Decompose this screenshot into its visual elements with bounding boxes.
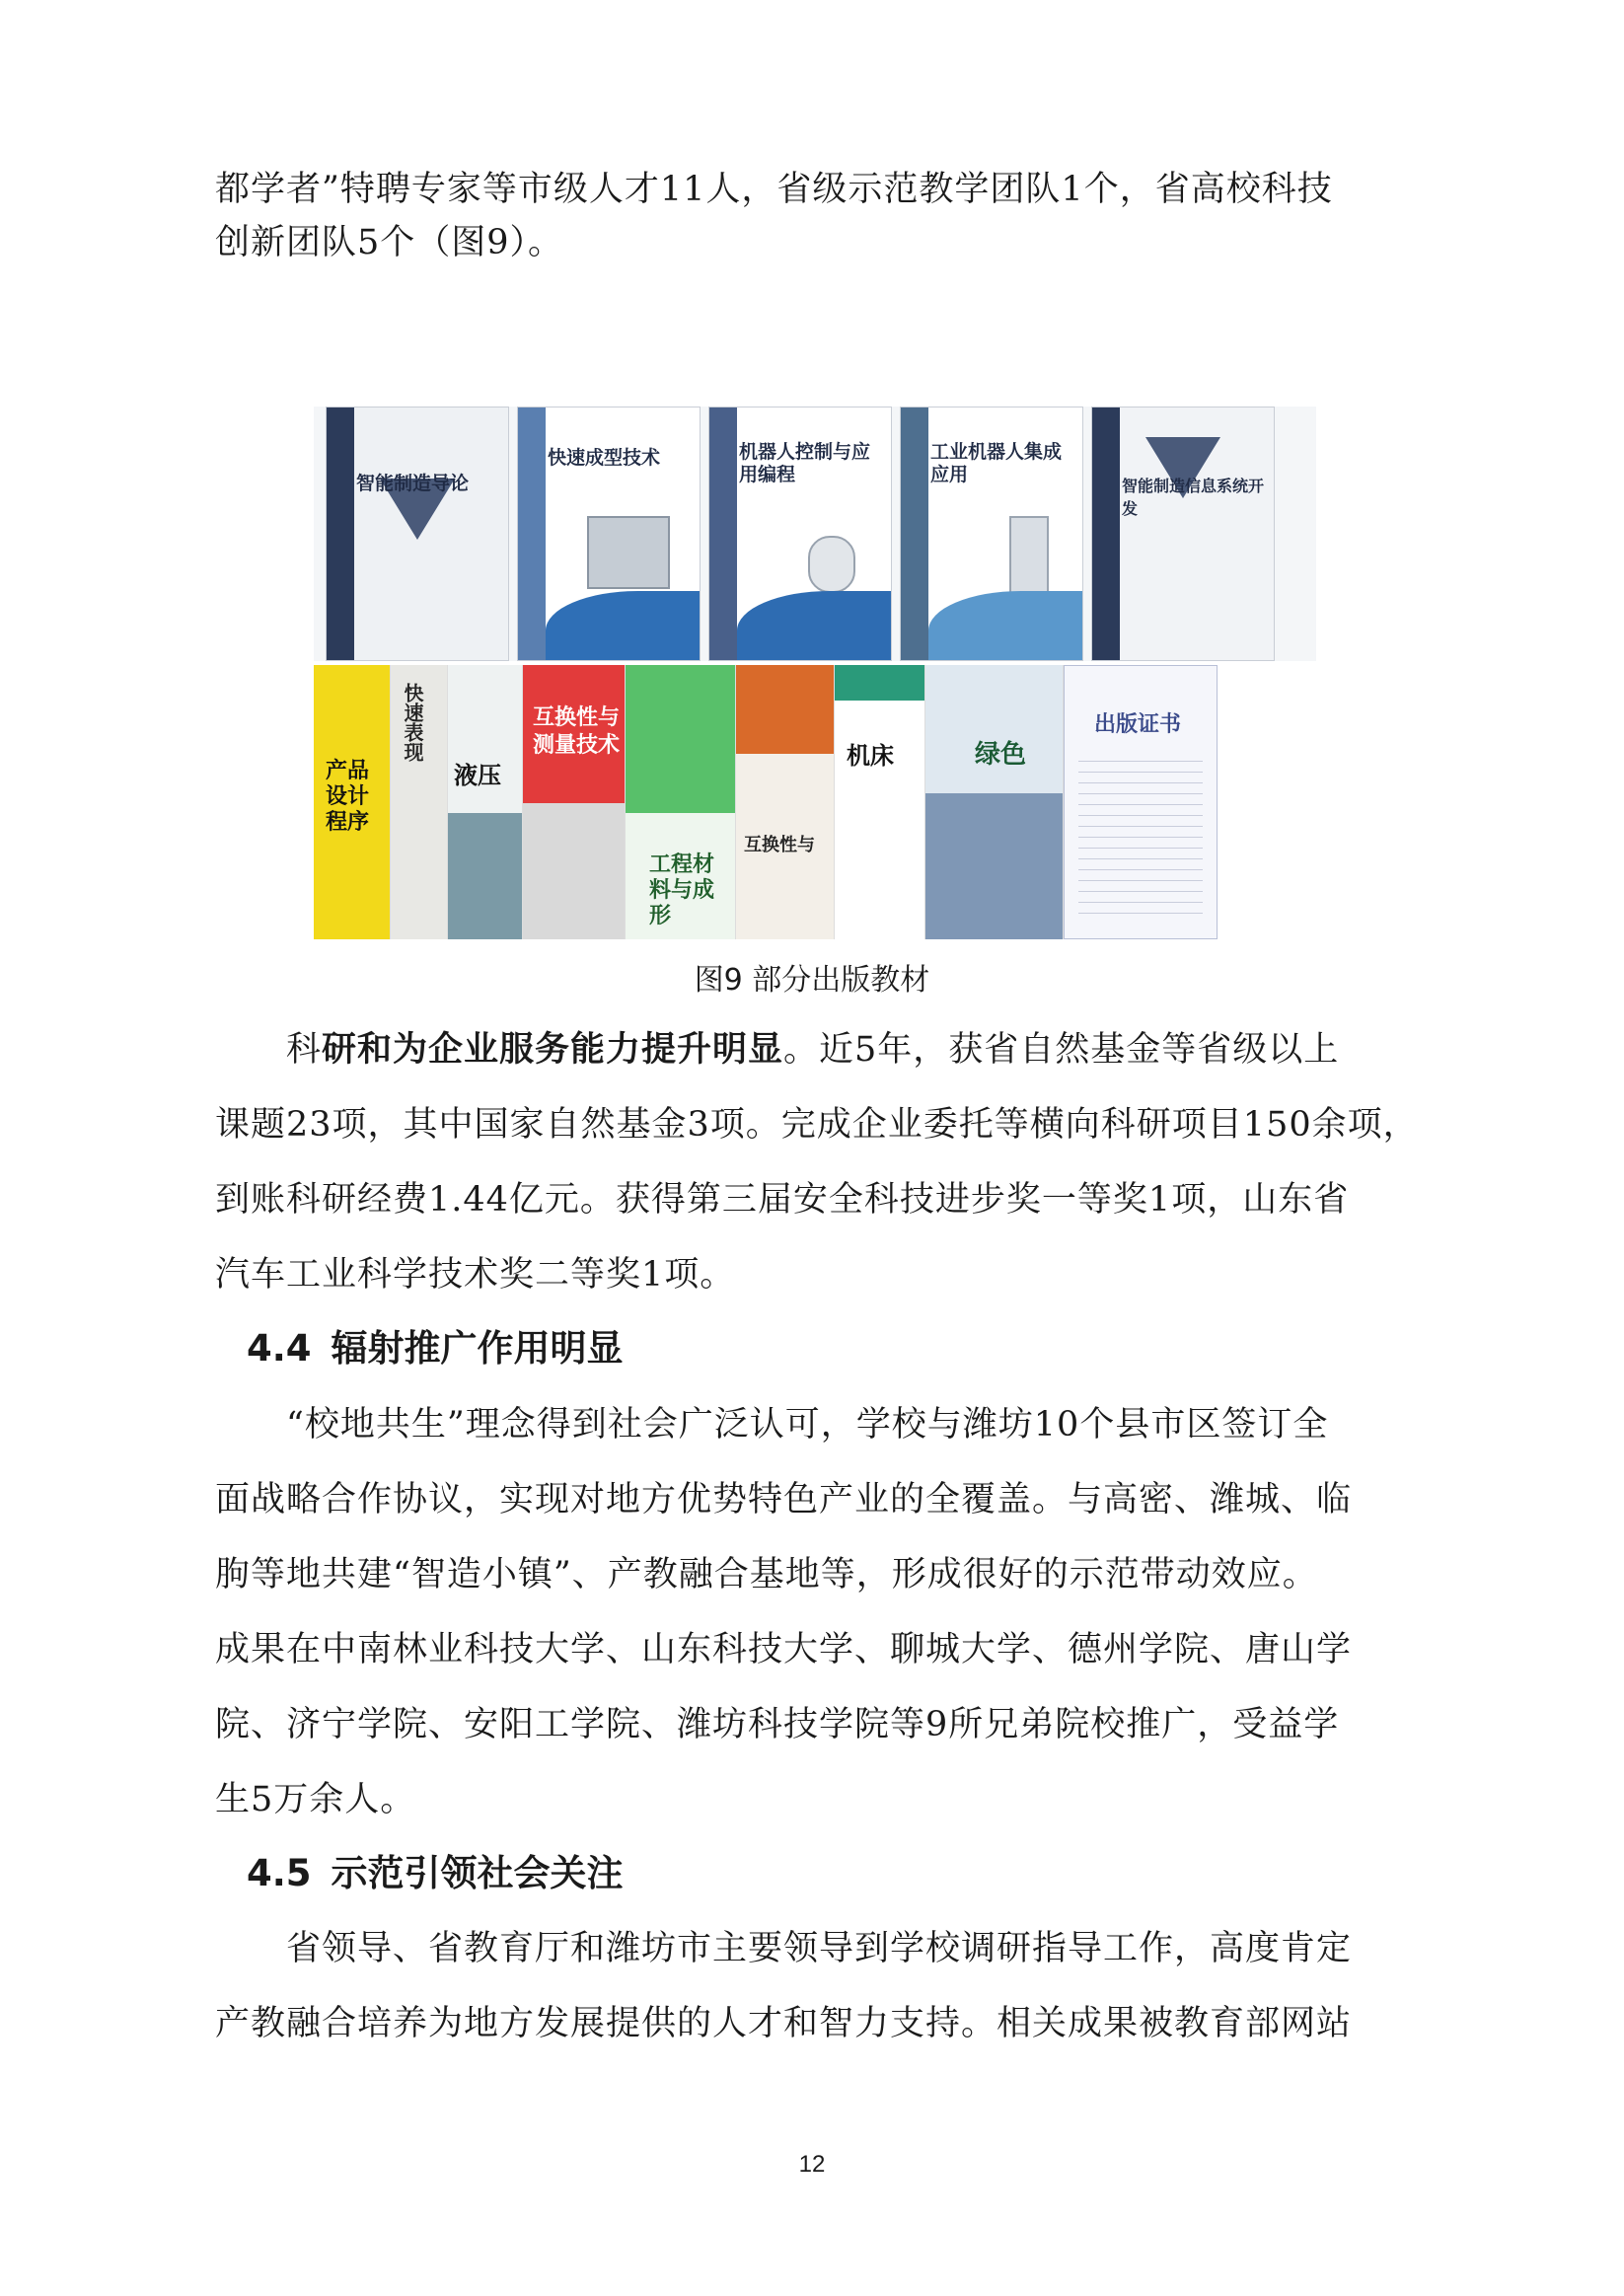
book-title: 工程材料与成形: [649, 852, 715, 928]
page-number: 12: [798, 2151, 826, 2178]
research-line-1: 科研和为企业服务能力提升明显。近5年，获省自然基金等省级以上: [286, 1029, 1340, 1070]
book-title: 机器人控制与应用编程: [739, 441, 871, 485]
book-cover: [708, 407, 892, 661]
book-cover: [448, 665, 523, 939]
section-4-4-line: “校地共生”理念得到社会广泛认可，学校与潍坊10个县市区签订全: [286, 1405, 1329, 1444]
book-row-top: [314, 407, 1316, 661]
section-4-5-line: 省领导、省教育厅和潍坊市主要领导到学校调研指导工作，高度肯定: [286, 1929, 1353, 1968]
section-heading-4-4: 4.4 辐射推广作用明显: [247, 1327, 624, 1370]
book-cover: [523, 665, 626, 939]
book-cover: [1091, 407, 1275, 661]
section-4-4-line: 院、济宁学院、安阳工学院、潍坊科技学院等9所兄弟院校推广，受益学: [215, 1705, 1340, 1744]
book-title: 工业机器人集成应用: [930, 441, 1063, 485]
book-cover: [900, 407, 1083, 661]
section-heading-4-5: 4.5 示范引领社会关注: [247, 1852, 624, 1894]
research-line-3: 到账科研经费1.44亿元。获得第三届安全科技进步奖一等奖1项，山东省: [215, 1180, 1350, 1220]
book-cover: [626, 665, 736, 939]
publishing-certificate: [1064, 665, 1218, 939]
book-cover: [835, 665, 925, 939]
book-title: 机床: [847, 742, 894, 770]
book-cover: [326, 407, 509, 661]
research-emphasis: 研和为企业服务能力提升明显: [322, 1029, 784, 1070]
figure-caption: 图9 部分出版教材: [694, 963, 930, 998]
book-cover: [925, 665, 1064, 939]
book-title: 液压: [454, 762, 501, 789]
section-4-4-line: 成果在中南林业科技大学、山东科技大学、聊城大学、德州学院、唐山学: [215, 1630, 1353, 1669]
book-title: 互换性与: [744, 835, 815, 855]
intro-line-2: 创新团队5个（图9）。: [215, 223, 564, 262]
textbook-figure: [314, 407, 1316, 939]
book-title: 智能制造信息系统开发: [1122, 477, 1265, 518]
section-4-4-line: 生5万余人。: [215, 1780, 416, 1819]
book-title: 快速成型技术: [548, 447, 661, 469]
book-cover: [391, 665, 448, 939]
certificate-title: 出版证书: [1094, 712, 1182, 737]
book-title: 快速表现: [401, 683, 424, 762]
research-line-4: 汽车工业科学技术奖二等奖1项。: [215, 1255, 736, 1295]
book-cover: [517, 407, 701, 661]
book-title: 智能制造导论: [356, 473, 470, 494]
book-cover: [736, 665, 835, 939]
section-4-4-line: 面战略合作协议，实现对地方优势特色产业的全覆盖。与高密、潍城、临: [215, 1480, 1353, 1519]
section-4-4-line: 朐等地共建“智造小镇”、产教融合基地等，形成很好的示范带动效应。: [215, 1555, 1318, 1594]
research-line-2: 课题23项，其中国家自然基金3项。完成企业委托等横向科研项目150余项，: [215, 1105, 1419, 1145]
book-title: 绿色: [975, 740, 1027, 770]
book-cover: [314, 665, 391, 939]
book-title: 互换性与测量技术: [533, 705, 621, 758]
intro-line-1: 都学者”特聘专家等市级人才11人，省级示范教学团队1个，省高校科技: [215, 170, 1333, 209]
section-4-5-line: 产教融合培养为地方发展提供的人才和智力支持。相关成果被教育部网站: [215, 2004, 1353, 2043]
book-title: 产品设计程序: [326, 759, 370, 835]
book-row-bottom: [314, 665, 1316, 939]
